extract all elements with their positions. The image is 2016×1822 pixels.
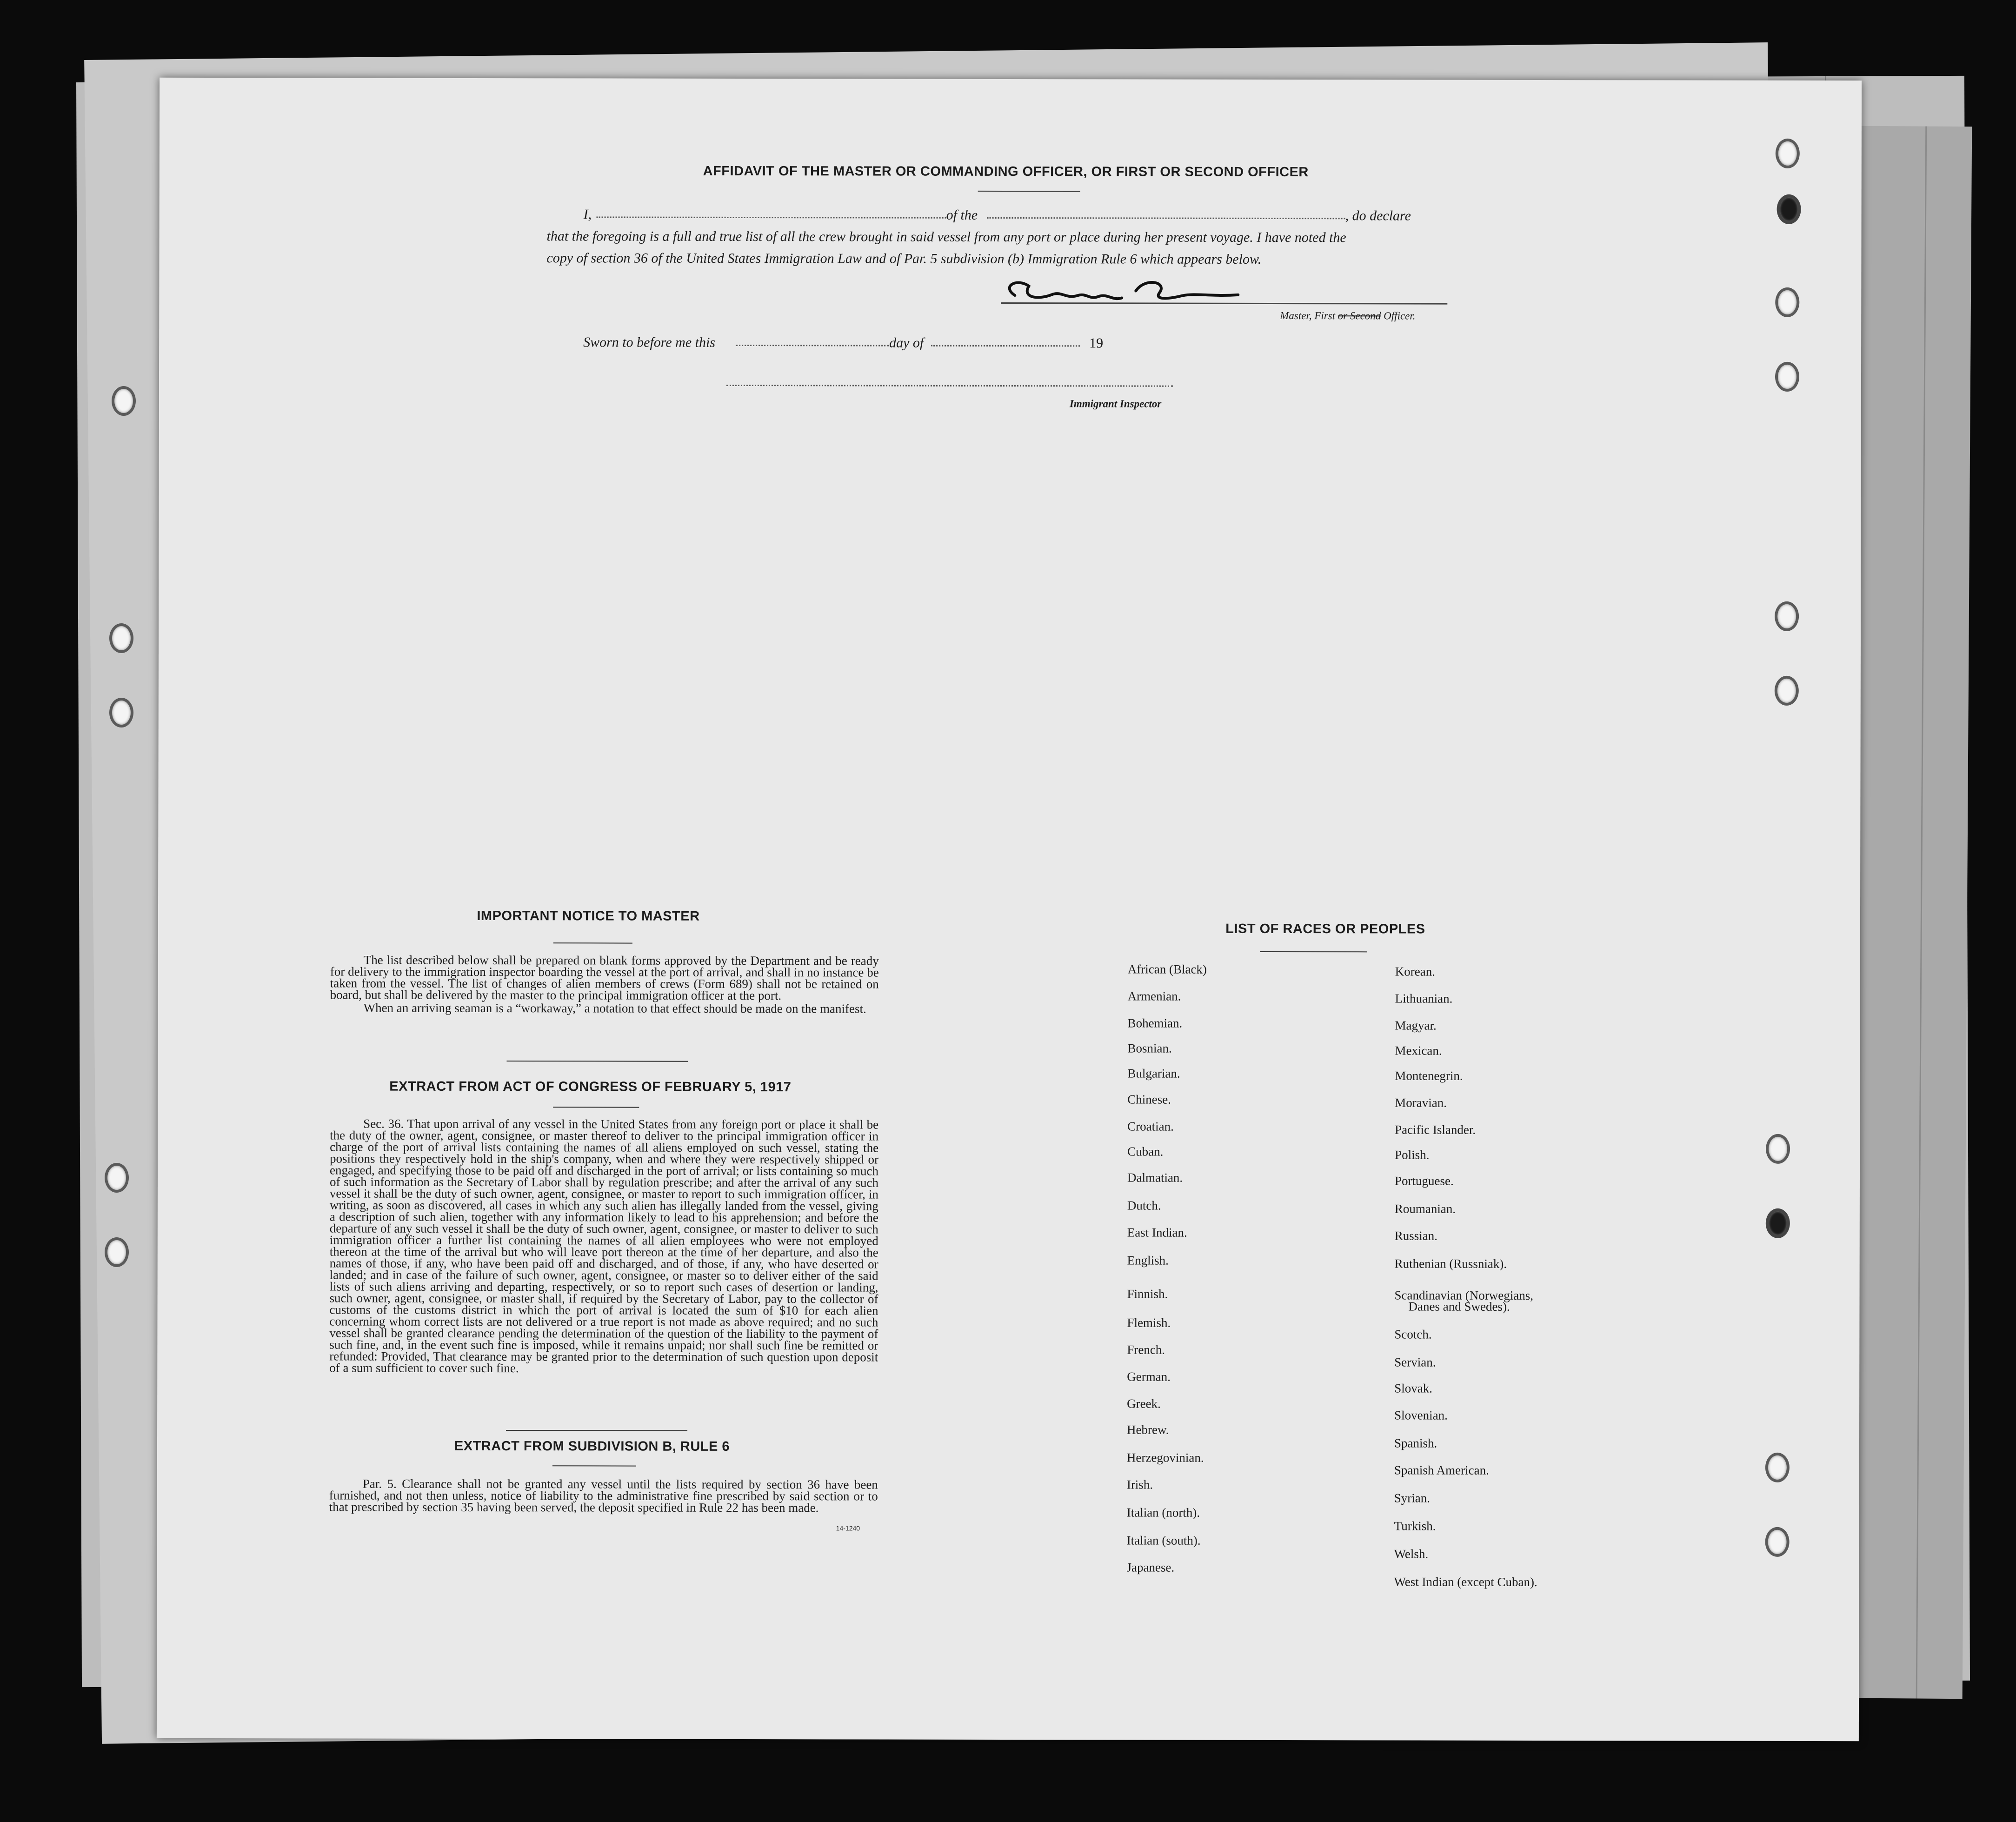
- sworn-label: day of: [889, 335, 924, 351]
- race-list-item: Mexican.: [1395, 1043, 1442, 1058]
- race-list-item: Cuban.: [1127, 1144, 1164, 1159]
- punch-hole-icon: [1765, 1527, 1790, 1557]
- race-list-item: Scotch.: [1394, 1327, 1432, 1341]
- punch-hole-icon: [1766, 1208, 1790, 1238]
- race-list-item: Servian.: [1394, 1355, 1436, 1369]
- race-list-item: German.: [1127, 1369, 1171, 1384]
- race-list-item: Bosnian.: [1127, 1041, 1172, 1055]
- race-list-item: Spanish American.: [1394, 1463, 1489, 1477]
- sworn-year: 19: [1089, 335, 1104, 351]
- affidavit-line-label: I,: [583, 207, 592, 222]
- race-list-item: Magyar.: [1395, 1018, 1437, 1033]
- form-number: 14-1240: [836, 1524, 860, 1532]
- divider: [506, 1430, 687, 1431]
- race-list-item: Moravian.: [1395, 1095, 1447, 1110]
- race-list-item: Scandinavian (Norwegians,: [1394, 1288, 1534, 1302]
- race-list-item: Syrian.: [1394, 1491, 1430, 1505]
- race-list-item: Greek.: [1127, 1396, 1161, 1411]
- punch-hole-icon: [1776, 139, 1800, 168]
- race-list-item: Slovenian.: [1394, 1408, 1448, 1422]
- race-list-item: Turkish.: [1394, 1519, 1436, 1533]
- race-list-item: Armenian.: [1127, 989, 1181, 1003]
- punch-hole-icon: [1775, 676, 1799, 706]
- divider: [978, 191, 1080, 192]
- affidavit-text: copy of section 36 of the United States Immigration Law and of Par. 5 subdivision (b) Immigration Rule 6 which appears below.: [546, 250, 1262, 267]
- divider: [506, 1061, 688, 1062]
- notice-paragraph: The list described below shall be prepared on blank forms approved by the Department and be ready for delivery to the immigration inspector boarding the vessel at the port of arrival, and shall in no instance be taken from the vessel. The list of changes of alien members of crews (Form 689) shall not be retained on board, but shall be delivered by the master to the principal immigration officer at the port.: [330, 953, 879, 1003]
- race-list-item: Slovak.: [1394, 1381, 1432, 1395]
- race-list-item: Chinese.: [1127, 1092, 1171, 1107]
- affidavit-title: AFFIDAVIT OF THE MASTER OR COMMANDING OFFICER, OR FIRST OR SECOND OFFICER: [703, 163, 1309, 180]
- race-list-item: Russian.: [1394, 1228, 1438, 1243]
- punch-hole-icon: [109, 698, 133, 727]
- punch-hole-icon: [1766, 1134, 1790, 1164]
- affidavit-line-label: of the: [946, 207, 978, 223]
- punch-hole-icon: [105, 1163, 129, 1193]
- sworn-day-blank: [736, 345, 889, 347]
- notice-title: IMPORTANT NOTICE TO MASTER: [477, 908, 700, 924]
- divider: [553, 942, 632, 943]
- race-list-item: Croatian.: [1127, 1119, 1174, 1134]
- race-list-item: West Indian (except Cuban).: [1394, 1575, 1537, 1589]
- punch-hole-icon: [109, 623, 133, 653]
- affidavit-line-label: , do declare: [1345, 208, 1411, 224]
- form-page: [157, 78, 1862, 1741]
- act-extract-text: Sec. 36. That upon arrival of any vessel in the United States from any foreign port or place it shall be the duty of the owner, agent, consignee, or master thereof to deliver to the principal immigration officer in charge of the port of arrival lists containing the names of all aliens employed on such vessel, stating the positions they respectively hold in the ship's company, when and where they were respectively shipped or engaged, and specifying those to be paid off and discharged in the port of arrival; or lists containing so much of such information as the Secretary of Labor shall by regulation prescribe; and after the arrival of any such vessel it shall be the duty of such owner, agent, consignee, or master to report to such immigration officer, in writing, as soon as discovered, all cases in which any such alien has illegally landed from the vessel, giving a description of such alien, together with any information likely to lead to his apprehension; and before the departure of any such vessel it shall be the duty of such owner, agent, consignee, or master to deliver to such immigration officer a further list containing the names of all alien employees who were not employed thereon at the time of the arrival but who will leave port thereon at the time of her departure, and also the names of those, if any, who have been paid off and discharged, and of those, if any, who have deserted or landed; and in case of the failure of such owner, agent, consignee, or master so to deliver either of the said lists of such aliens arriving and departing, respectively, or so to report such cases of desertion or landing, such owner, agent, consignee, or master shall, if required by the Secretary of Labor, pay to the collector of customs of the customs district in which the port of arrival is located the sum of $10 for each alien concerning whom correct lists are not delivered or a true report is not made as above required; and no such vessel shall be granted clearance pending the determination of the question of the liability to the payment of such fine, and, in the event such fine is imposed, while it remains unpaid; nor shall such fine be remitted or refunded: Provided, That clearance may be granted prior to the determination of such question upon deposit of a sum sufficient to cover such fine.: [329, 1116, 879, 1375]
- race-list-item: Pacific Islander.: [1395, 1122, 1476, 1137]
- sworn-month-blank: [931, 345, 1080, 347]
- race-list-item: Polish.: [1395, 1148, 1430, 1162]
- race-list-item: Herzegovinian.: [1126, 1450, 1204, 1465]
- race-list-item: Bulgarian.: [1127, 1066, 1180, 1081]
- race-list-item: Dutch.: [1127, 1198, 1161, 1213]
- master-signature: [996, 272, 1257, 314]
- race-list-item: French.: [1127, 1342, 1165, 1357]
- race-list-item: Finnish.: [1127, 1287, 1168, 1301]
- race-list-item: Italian (south).: [1126, 1533, 1201, 1548]
- punch-hole-icon: [105, 1237, 129, 1267]
- divider: [1260, 951, 1367, 952]
- race-list-item: Flemish.: [1127, 1315, 1171, 1330]
- punch-hole-icon: [1777, 194, 1801, 224]
- race-list-item: Welsh.: [1394, 1547, 1429, 1561]
- race-list-item: African (Black): [1127, 962, 1207, 976]
- divider: [553, 1107, 639, 1108]
- act-extract-title: EXTRACT FROM ACT OF CONGRESS OF FEBRUARY 5, 1917: [389, 1079, 792, 1095]
- affidavit-text: that the foregoing is a full and true list of all the crew brought in said vessel from any port or place during her present voyage. I have noted the: [546, 228, 1346, 246]
- race-list-item: Spanish.: [1394, 1436, 1437, 1450]
- race-list-item: Irish.: [1126, 1477, 1153, 1492]
- races-title: LIST OF RACES OR PEOPLES: [1225, 921, 1425, 937]
- punch-hole-icon: [112, 386, 136, 416]
- rule-extract-title: EXTRACT FROM SUBDIVISION B, RULE 6: [454, 1438, 730, 1454]
- divider: [552, 1465, 636, 1466]
- name-blank: [597, 216, 946, 218]
- race-list-item: Japanese.: [1126, 1560, 1175, 1575]
- punch-hole-icon: [1765, 1453, 1790, 1482]
- inspector-caption: Immigrant Inspector: [1069, 398, 1162, 410]
- race-list-item: Portuguese.: [1394, 1174, 1454, 1188]
- race-list-item: East Indian.: [1127, 1225, 1187, 1240]
- race-list-item: English.: [1127, 1253, 1169, 1268]
- race-list-item: Lithuanian.: [1395, 991, 1453, 1006]
- race-list-item: Hebrew.: [1127, 1422, 1169, 1437]
- vessel-blank: [987, 217, 1345, 219]
- punch-hole-icon: [1775, 601, 1799, 631]
- race-list-item: Roumanian.: [1394, 1201, 1456, 1216]
- race-list-item: Italian (north).: [1126, 1505, 1200, 1520]
- race-list-item: Bohemian.: [1127, 1016, 1183, 1030]
- inspector-signature-blank: [726, 385, 1173, 387]
- race-list-item: Dalmatian.: [1127, 1170, 1183, 1185]
- race-list-item: Danes and Swedes).: [1408, 1299, 1510, 1314]
- notice-paragraph: When an arriving seaman is a “workaway,” a notation to that effect should be made on the manifest.: [363, 1001, 866, 1016]
- rule-extract-text: Par. 5. Clearance shall not be granted any vessel until the lists required by section 36 have been furnished, and not then unless, notice of liability to the administrative fine prescribed by said section or to that prescribed by section 35 having been served, the deposit specified in Rule 22 has been made.: [329, 1476, 878, 1515]
- race-list-item: Ruthenian (Russniak).: [1394, 1256, 1507, 1271]
- punch-hole-icon: [1775, 362, 1799, 392]
- signature-caption: Master, First or Second Officer.: [1280, 310, 1416, 322]
- race-list-item: Montenegrin.: [1395, 1068, 1463, 1083]
- sworn-label: Sworn to before me this: [583, 334, 716, 350]
- race-list-item: Korean.: [1395, 964, 1436, 979]
- punch-hole-icon: [1775, 287, 1799, 317]
